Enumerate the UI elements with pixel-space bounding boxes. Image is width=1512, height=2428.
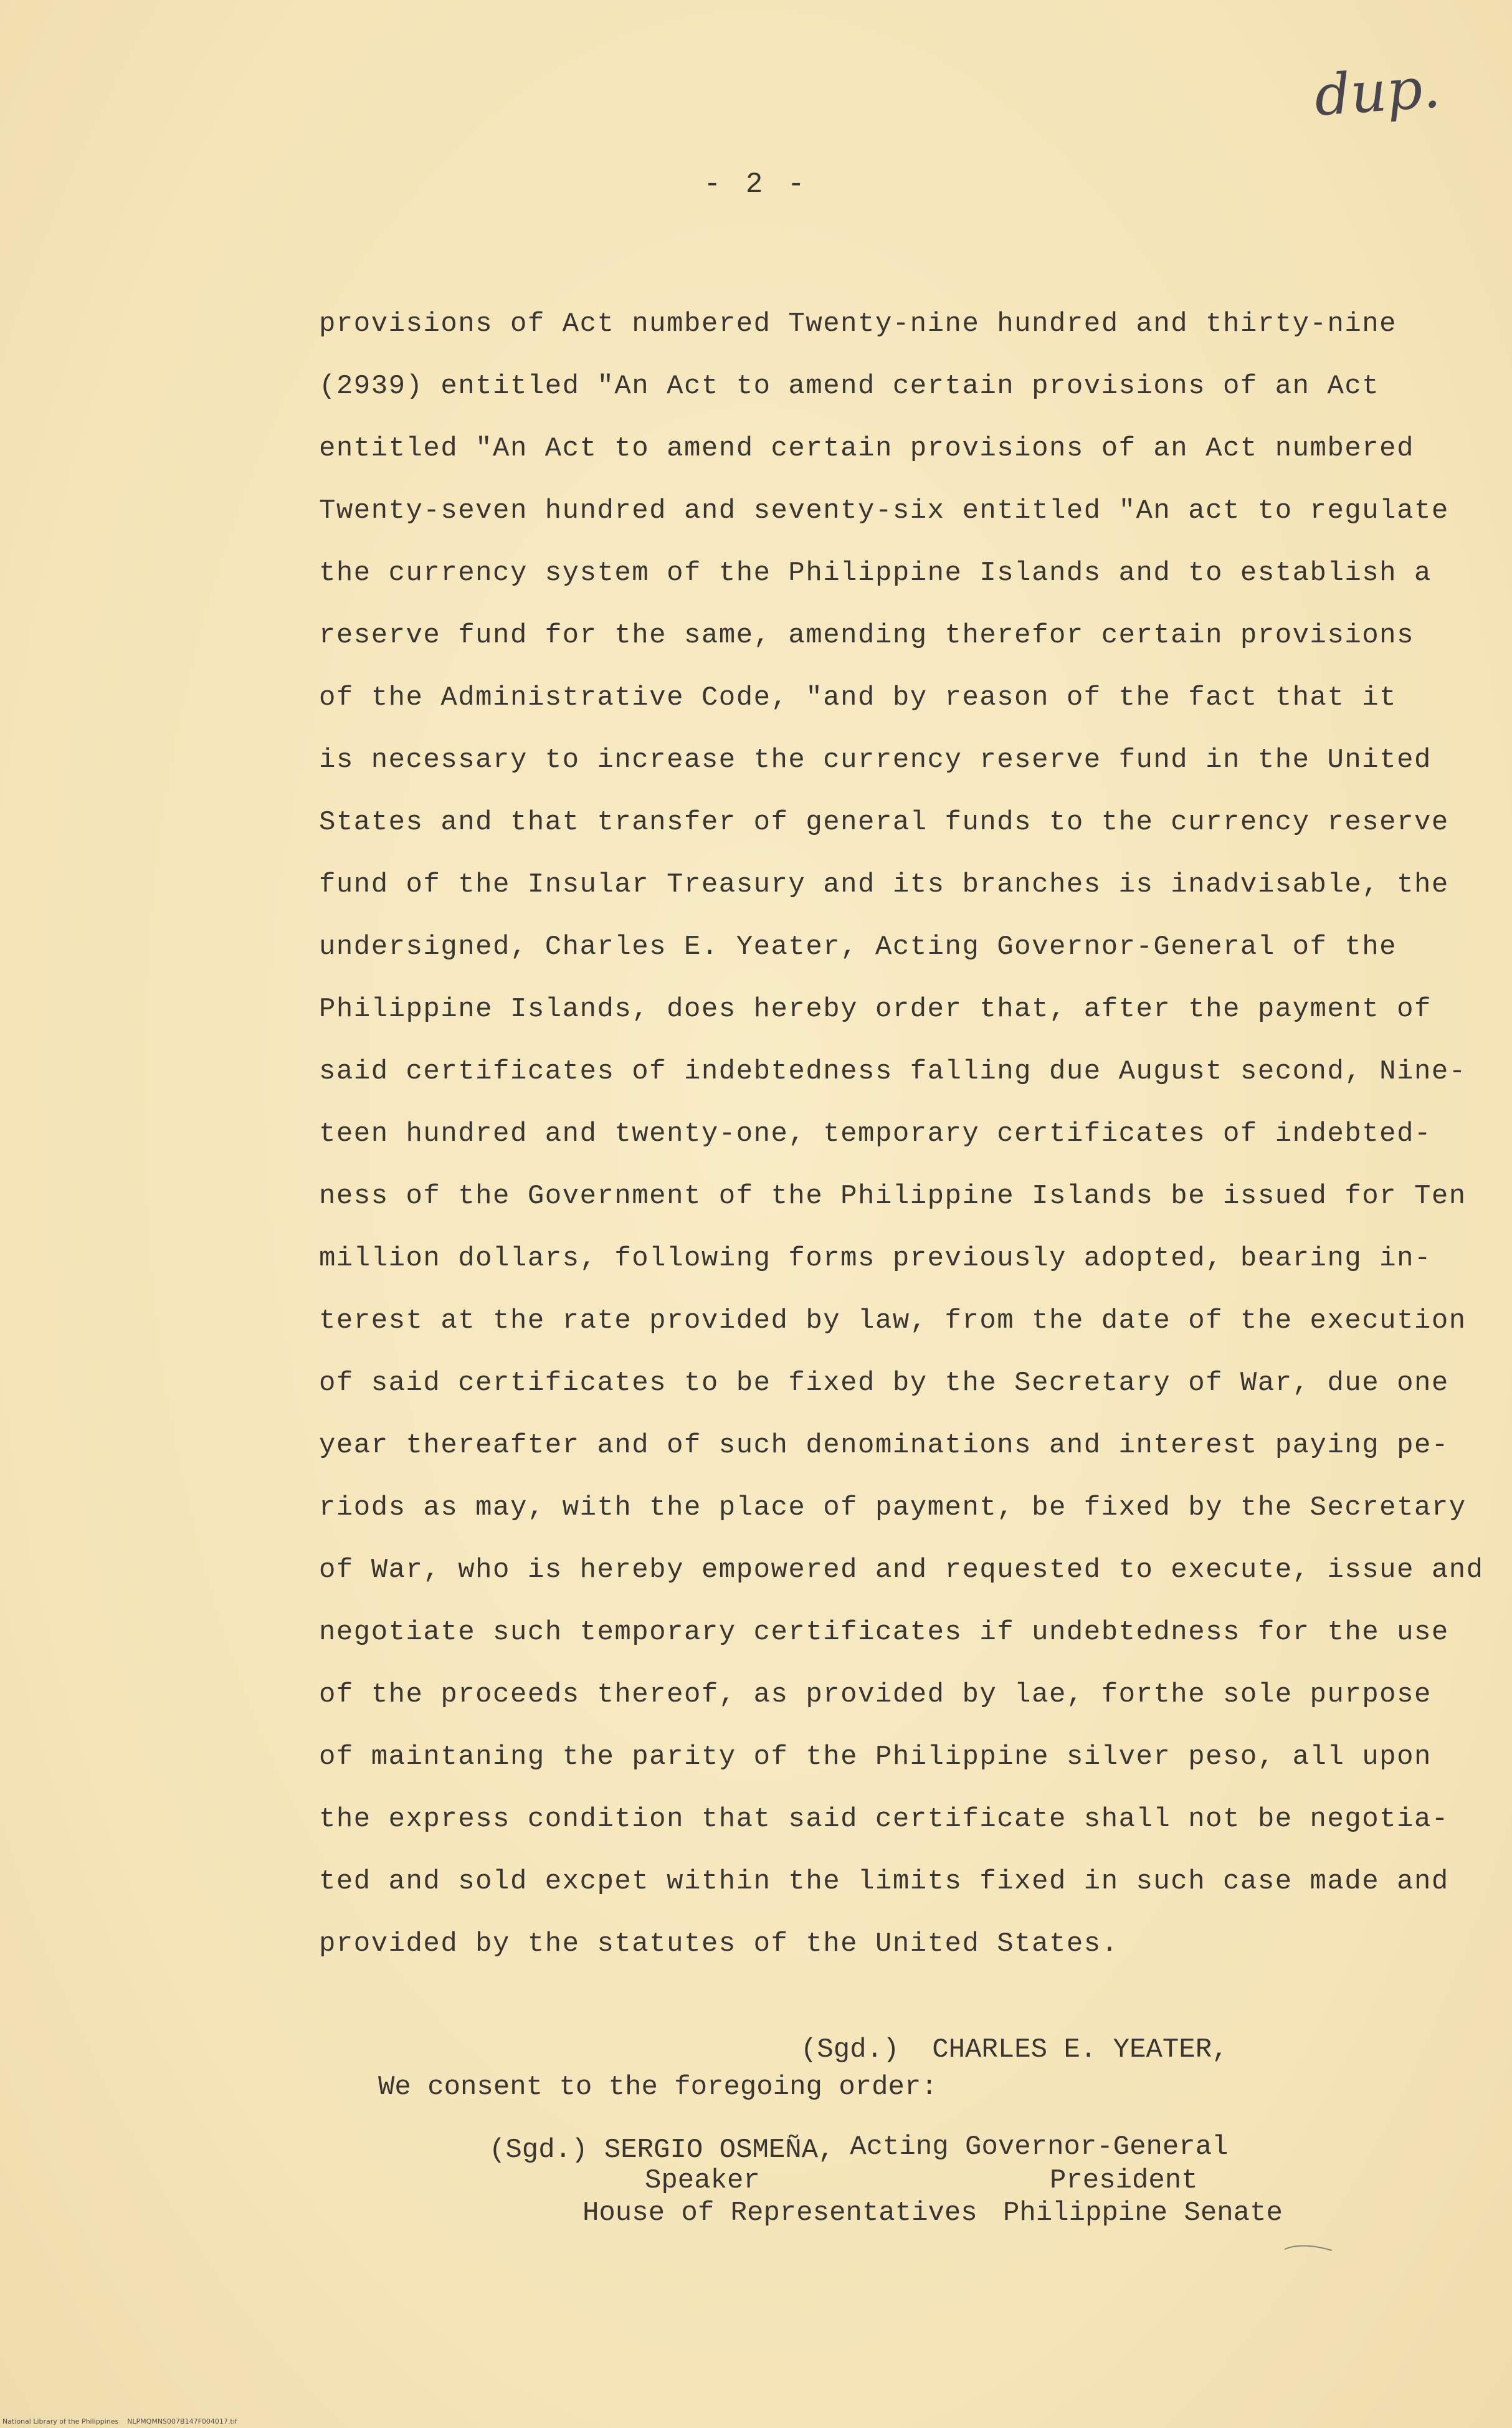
body-line: of said certificates to be fixed by the Secretary of War, due one: [319, 1368, 1449, 1399]
speaker-title: Speaker: [645, 2165, 760, 2196]
body-line: ness of the Government of the Philippine Islands be issued for Ten: [319, 1181, 1467, 1212]
body-line: said certificates of indebtedness falling due August second, Nine-: [319, 1056, 1467, 1087]
body-line: the currency system of the Philippine Islands and to establish a: [319, 558, 1432, 589]
body-line: riods as may, with the place of payment, be fixed by the Secretary: [319, 1492, 1467, 1523]
house-of-representatives-label: House of Representatives: [582, 2197, 977, 2229]
page-number: - 2 -: [703, 168, 809, 201]
body-line: of the proceeds thereof, as provided by lae, forthe sole purpose: [319, 1679, 1432, 1710]
body-line: (2939) entitled "An Act to amend certain provisions of an Act: [319, 371, 1380, 402]
body-line: teen hundred and twenty-one, temporary certificates of indebted-: [319, 1118, 1432, 1150]
pen-mark-icon: [1283, 2237, 1333, 2255]
body-line: Twenty-seven hundred and seventy-six entitled "An act to regulate: [319, 495, 1449, 526]
body-line: provided by the statutes of the United States.: [319, 1928, 1119, 1959]
speaker-signature-line: (Sgd.) SERGIO OSMEÑA,: [489, 2135, 835, 2166]
body-line: of War, who is hereby empowered and requested to execute, issue and: [319, 1554, 1484, 1586]
body-line: undersigned, Charles E. Yeater, Acting Governor-General of the: [319, 931, 1397, 963]
signature-title: Acting Governor-General: [801, 2131, 1229, 2163]
order-body-text: [319, 293, 1484, 1975]
body-line: reserve fund for the same, amending therefor certain provisions: [319, 620, 1414, 651]
body-line: of the Administrative Code, "and by reason of the fact that it: [319, 682, 1397, 713]
body-line: is necessary to increase the currency reserve fund in the United: [319, 745, 1432, 776]
body-line: ted and sold excpet within the limits fixed in such case made and: [319, 1866, 1449, 1897]
body-line: fund of the Insular Treasury and its branches is inadvisable, the: [319, 869, 1449, 900]
body-line: Philippine Islands, does hereby order that, after the payment of: [319, 994, 1432, 1025]
body-line: terest at the rate provided by law, from the date of the execution: [319, 1305, 1467, 1336]
archive-footer: National Library of the Philippines NLPMQMNS007B147F004017.tif: [2, 2417, 237, 2426]
handwritten-note: dup.: [1312, 55, 1443, 129]
body-line: negotiate such temporary certificates if undebtedness for the use: [319, 1617, 1449, 1648]
signature-name: (Sgd.) CHARLES E. YEATER,: [801, 2034, 1229, 2065]
body-line: the express condition that said certificate shall not be negotia-: [319, 1804, 1449, 1835]
body-line: of maintaning the parity of the Philippine silver peso, all upon: [319, 1741, 1432, 1773]
president-title: President: [1050, 2165, 1198, 2196]
body-line: States and that transfer of general funds to the currency reserve: [319, 807, 1449, 838]
body-line: entitled "An Act to amend certain provisions of an Act numbered: [319, 433, 1414, 464]
philippine-senate-label: Philippine Senate: [1003, 2197, 1283, 2229]
body-line: year thereafter and of such denominations and interest paying pe-: [319, 1430, 1449, 1461]
body-line: provisions of Act numbered Twenty-nine hundred and thirty-nine: [319, 308, 1397, 340]
body-line: million dollars, following forms previously adopted, bearing in-: [319, 1243, 1432, 1274]
consent-statement: We consent to the foregoing order:: [378, 2072, 938, 2103]
